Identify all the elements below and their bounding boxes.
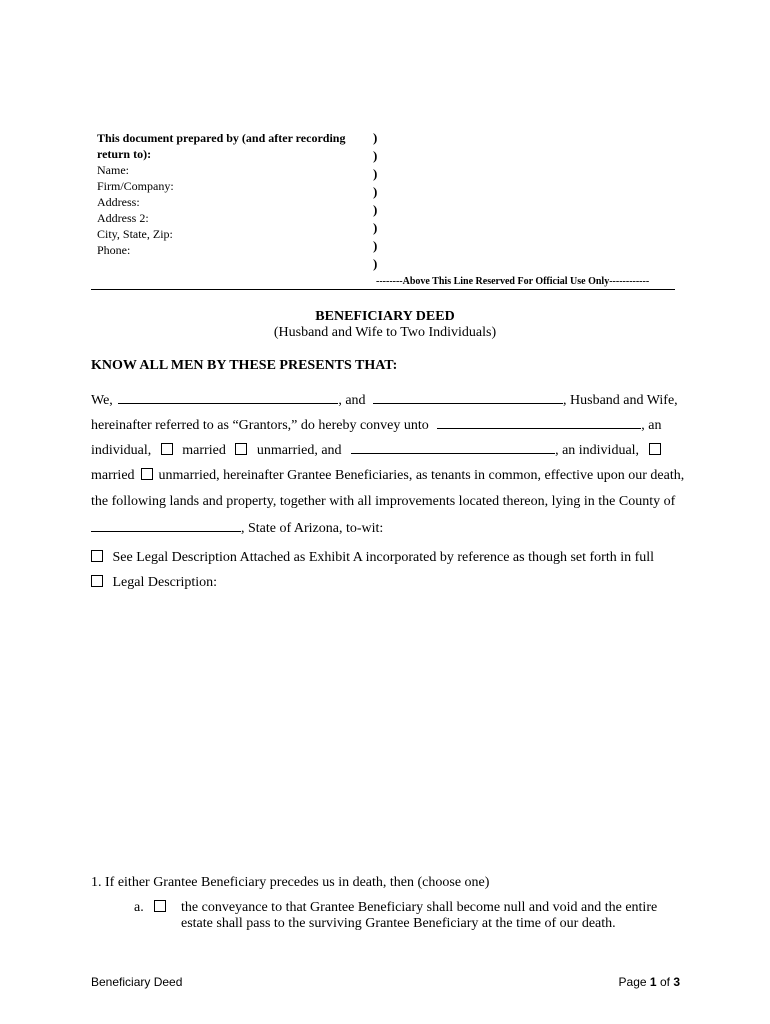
and-text: , and [338,393,366,408]
option-a-text-1: the conveyance to that Grantee Beneficiary shall become null and void and the entire [181,900,658,915]
body-line-1 [91,391,680,409]
body-line-5: the following lands and property, together with all improvements located thereon, lying in the County of [91,494,676,509]
page-current: 1 [649,975,657,989]
exhibit-text: See Legal Description Attached as Exhibit A incorporated by reference as though set forth in full [112,550,655,565]
address-label: Address: [97,195,140,209]
exhibit-option [91,550,654,566]
state-text: , State of Arizona, to-wit: [241,521,384,536]
page-of: of [659,975,670,989]
paren: ) [373,184,378,199]
option-a-checkbox[interactable] [154,900,166,912]
paren-column [373,129,377,273]
option-a-line1 [181,900,680,916]
know-all-heading: KNOW ALL MEN BY THESE PRESENTS THAT: [91,358,398,373]
paren: ) [373,166,378,181]
deed-subtitle: (Husband and Wife to Two Individuals) [273,325,497,340]
reserved-line-text: --------Above This Line Reserved For Official Use Only------------ [376,276,650,287]
footer-title: Beneficiary Deed [91,975,183,989]
grantor1-blank[interactable] [118,391,338,404]
grantor2-blank[interactable] [373,391,563,404]
body-line-3 [91,441,680,459]
deed-title: BENEFICIARY DEED [315,309,455,324]
legal-description-text: Legal Description: [112,575,218,590]
exhibit-checkbox[interactable] [91,550,103,562]
page-prefix: Page [618,975,647,989]
firm-label: Firm/Company: [97,179,174,193]
name-label: Name: [97,163,129,177]
an-text: , an [641,418,662,433]
phone-label: Phone: [97,243,131,257]
address2-label: Address 2: [97,211,149,225]
husband-wife-text: , Husband and Wife, [563,393,678,408]
unmarried-rest-text: unmarried, hereinafter Grantee Beneficiaries, as tenants in common, effective upon our death, [158,468,685,483]
county-blank[interactable] [91,519,241,532]
grantee1-married-checkbox[interactable] [161,443,173,455]
grantee1-unmarried-checkbox[interactable] [235,443,247,455]
paren: ) [373,256,378,271]
page-total: 3 [673,975,680,989]
legal-option [91,575,217,591]
an-individual-text: , an individual, [555,443,640,458]
legal-description-checkbox[interactable] [91,575,103,587]
married-text: married [182,443,226,458]
grantee2-blank[interactable] [351,441,555,454]
prepared-by-label: This document prepared by (and after recording [97,131,346,145]
city-state-zip-label: City, State, Zip: [97,227,173,241]
body-line-2 [91,416,680,434]
paren: ) [373,130,378,145]
paren: ) [373,220,378,235]
header-divider [91,289,675,290]
grantee1-blank[interactable] [437,416,641,429]
we-text: We, [91,393,113,408]
grantee2-married-checkbox[interactable] [649,443,661,455]
section1-heading: 1. If either Grantee Beneficiary precedes us in death, then (choose one) [91,875,490,890]
body-line-6 [91,519,383,537]
option-a-line2: estate shall pass to the surviving Grantee Beneficiary at the time of our death. [181,916,616,931]
individual-text: individual, [91,443,152,458]
grantee2-unmarried-checkbox[interactable] [141,468,153,480]
return-to-label: return to): [97,147,152,161]
option-a-label: a. [134,900,144,915]
paren: ) [373,202,378,217]
body-line-4 [91,468,685,484]
paren: ) [373,238,378,253]
unmarried-and-text: unmarried, and [256,443,342,458]
page-number [619,975,680,989]
married2-text: married [91,468,135,483]
paren: ) [373,148,378,163]
hereinafter-text: hereinafter referred to as “Grantors,” do hereby convey unto [91,418,429,433]
